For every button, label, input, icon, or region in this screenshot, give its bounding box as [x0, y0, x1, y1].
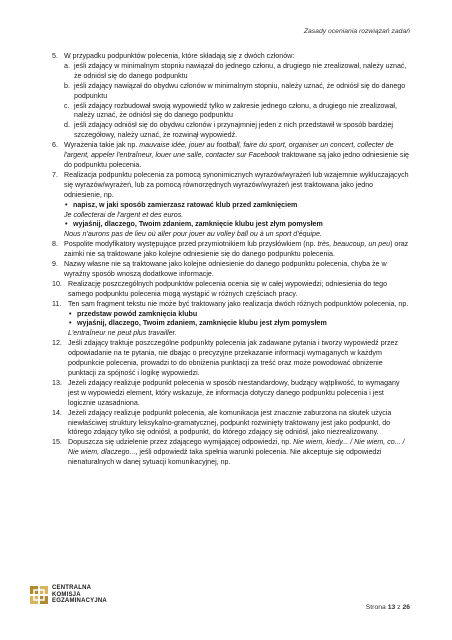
bullet-instruction: • wyjaśnij, dlaczego, Twoim zdaniem, zamknięcie klubu jest złym pomysłem [68, 319, 412, 329]
page-label: Strona [365, 604, 386, 611]
bullet-instruction: • napisz, w jaki sposób zamierzasz ratować klub przed zamknięciem [64, 201, 412, 211]
rule-item [52, 438, 412, 468]
item-number: 15. [52, 438, 62, 447]
page-total: 26 [402, 604, 410, 611]
page-number [366, 604, 410, 611]
item-text-italic: mauvaise idée, jouer au football, faire du sport, organiser un concert, collecter de l'argent, appeler l'entraîneur, louer une salle, contacter sur Facebook [64, 141, 394, 160]
example-sentence: L'entraîneur ne peut plus travailler. [68, 329, 177, 338]
document-body [52, 52, 412, 468]
item-number: 14. [52, 408, 62, 417]
rule-item [52, 240, 412, 260]
sub-item [64, 102, 412, 122]
item-text-pre: Wyrażenia takie jak np. [64, 141, 140, 150]
item-number: 6. [52, 141, 58, 150]
sub-letter: a. [64, 61, 70, 70]
sub-text: jeśli zdający rozbudował swoją wypowiedź tylko w zakresie jednego członu, a drugiego nie zrealizował, należy uznać, że odniósł się do danego podpunktu [74, 101, 397, 120]
rule-item [52, 379, 412, 409]
item-text: Nazwy własne nie są traktowane jako kolejne odniesienie do danego podpunktu polecenia, chyba że w wyraźny sposób wnoszą dodatkowe informacje. [64, 260, 387, 278]
item-number: 12. [52, 339, 62, 348]
sub-text: jeśli zdający odniósł się do obydwu członów i przynajmniej jeden z nich przedstawił w sposób bardziej szczegółowy, należy uznać, że rozwinął wypowiedź. [74, 121, 393, 140]
item-text: Jeżeli zdający realizuje podpunkt polecenia, ale komunikacja jest znacznie zaburzona na skutek użycia niewłaściwej struktury leksykalno-gramatycznej, podpunkt rozwinięty traktowany jest jako podpunkt, do którego zdający tylko się odniósł, a podpunkt, do którego zdający się odniósł, jako niezrealizowany. [68, 408, 392, 437]
header-title: Zasady oceniania rozwiązań zadań [303, 28, 410, 35]
item-text-post: ) oraz zaimki nie są traktowane jako kolejne odniesienie się do danego podpunktu polecenia. [64, 240, 409, 259]
logo-line: CENTRALNA [52, 585, 92, 591]
item-text: Ten sam fragment tekstu nie może być traktowany jako realizacja dwóch różnych podpunktów polecenia, np. [68, 299, 409, 308]
item-number: 13. [52, 378, 62, 387]
sub-text: jeśli zdający nawiązał do obydwu członów w minimalnym stopniu, należy uznać, że odniósł się do danego podpunktu [74, 81, 406, 100]
item-text-italic: très, beaucoup, un peu [317, 240, 391, 249]
item-number: 7. [52, 170, 58, 179]
rule-item [52, 52, 412, 141]
sub-item [64, 62, 412, 82]
item-text-post: traktowane są jako jedno odniesienie się do podpunktu polecenia. [64, 151, 410, 169]
bullet-instruction: • przedstaw powód zamknięcia klubu [68, 310, 412, 320]
sub-text: jeśli zdający w minimalnym stopniu nawiązał do jednego członu, a drugiego nie zrealizował, należy uznać, że odniósł się do danego podpunktu [74, 61, 407, 80]
rule-item [52, 171, 412, 240]
sub-item [64, 121, 412, 141]
item-number: 5. [52, 52, 58, 60]
cke-logo [30, 585, 107, 605]
item-text: Jeżeli zdający realizuje podpunkt polecenia w sposób niestandardowy, budzący wątpliwość, to wymagany jest w wypowiedzi element, który wskazuje, że informacja dotyczy danego podpunktu polecenia i jest logicznie uzasadniona. [68, 378, 400, 407]
page-current: 13 [387, 604, 396, 611]
page-header [304, 28, 410, 35]
sub-item [64, 82, 412, 102]
item-number: 10. [52, 279, 62, 288]
rule-item [52, 339, 412, 379]
rule-item [52, 260, 412, 280]
rule-item [52, 141, 412, 171]
page-sep: z [397, 604, 401, 611]
item-number: 9. [52, 260, 58, 269]
item-text: Realizację poszczególnych podpunktów polecenia ocenia się w całej wypowiedzi; odniesienia do tego samego podpunktu polecenia mogą wystąpić w różnych częściach pracy. [68, 279, 388, 298]
item-text-pre: Dopuszcza się udzielenie przez zdającego wymijającej odpowiedzi, np. [68, 438, 294, 447]
item-number: 8. [52, 240, 58, 249]
bullet-instruction: • wyjaśnij, dlaczego, Twoim zdaniem, zamknięcie klubu jest złym pomysłem [64, 220, 412, 230]
logo-text [52, 585, 107, 605]
sub-letter: c. [64, 101, 70, 110]
logo-mark-icon [30, 586, 48, 604]
item-text-post: , jeśli odpowiedź taka spełnia warunki polecenia. Nie akceptuje się odpowiedzi nienaturalnych w danej sytuacji komunikacyjnej, np. [68, 448, 382, 467]
item-text-pre: Pospolite modyfikatory występujące przed przymiotnikiem lub przysłówkiem (np. [64, 240, 318, 249]
sub-letter: b. [64, 81, 70, 90]
item-number: 11. [52, 299, 62, 308]
logo-line: KOMISJA [52, 591, 81, 598]
example-sentence: Nous n'aurons pas de lieu où aller pour jouer au volley ball ou à un sport d'équipe. [64, 230, 322, 239]
item-text: Jeśli zdający traktuje poszczególne podpunkty polecenia jak zadawane pytania i tworzy wypowiedź przez odpowiadanie na te pytania, nie dbając o precyzyjne przekazanie informacji wymaganych w każdym podpunkcie polecenia, prowadzi to do obniżenia punktacji za treść oraz może powodować obniżenie punktacji za spójność i logikę wypowiedzi. [68, 339, 399, 377]
logo-line: EGZAMINACYJNA [52, 598, 107, 605]
item-text: W przypadku podpunktów polecenia, które składają się z dwóch członów: [64, 52, 295, 60]
rule-item [52, 409, 412, 439]
rule-item [52, 300, 412, 340]
rule-item [52, 280, 412, 300]
sub-letter: d. [64, 121, 70, 130]
item-text: Realizacja podpunktu polecenia za pomocą synonimicznych wyrazów/wyrażeń lub wzajemnie wykluczających się wyrazów/wyrażeń, lub za pomocą równorzędnych wyrazów/wyrażeń jest traktowana jako jedno odniesienie, np. [64, 170, 409, 199]
example-sentence: Je collecterai de l'argent et des euros. [64, 210, 184, 219]
item-text-italic: Nie wiem, kiedy... / Nie wiem, co... / Nie wiem, dlaczego... [68, 438, 405, 457]
